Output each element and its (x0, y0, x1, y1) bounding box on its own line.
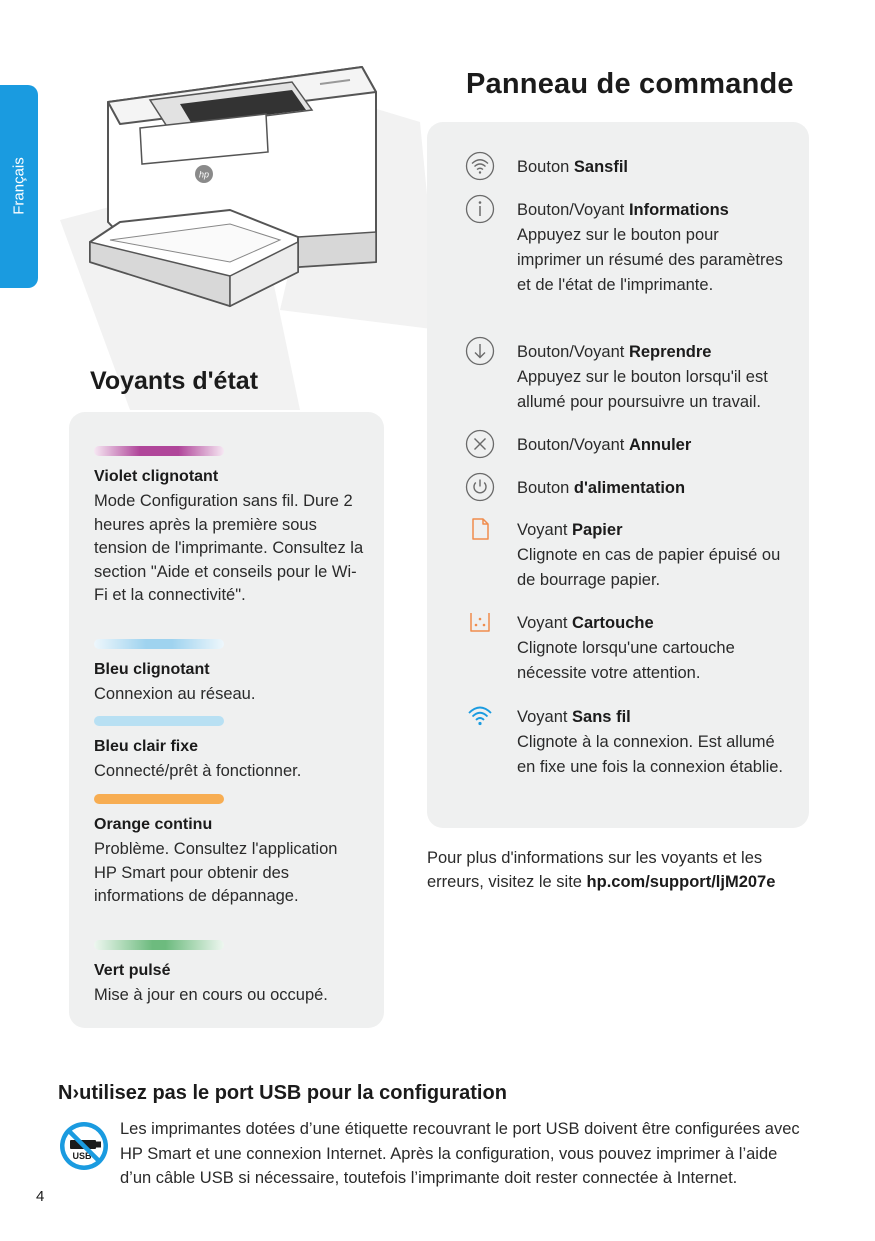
usb-warning-text: Les imprimantes dotées d’une étiquette recouvrant le port USB doivent être configurées avec HP Smart et une connexion Internet. Après la configuration, vous pouvez imprimer à l’aide d’un câble USB si nécessaire, toutefois l’imprimante doit rester connectée à Internet. (120, 1120, 800, 1187)
svg-text:hp: hp (198, 169, 210, 180)
control-item-desc: Appuyez sur le bouton lorsqu'il est allumé pour poursuivre un travail. (517, 368, 768, 411)
status-color-bar (94, 940, 224, 950)
control-item-name: Sansfil (573, 158, 628, 176)
status-lights-title: Voyants d'état (90, 367, 259, 395)
control-item-name: Reprendre (628, 343, 712, 361)
status-color-bar (94, 446, 224, 456)
no-usb-icon (58, 1120, 110, 1172)
status-item-green-pulsing: Vert pulsé Mise à jour en cours ou occupé. (94, 940, 364, 1008)
resume-icon (465, 336, 495, 366)
support-link[interactable]: hp.com/support/ljM207e (586, 873, 776, 891)
control-item-name: Informations (628, 201, 729, 219)
power-icon (465, 472, 495, 502)
control-item-name: Cartouche (572, 614, 654, 632)
usb-warning-title: N›utilisez pas le port USB pour la configuration (58, 1082, 507, 1104)
cancel-icon (465, 429, 495, 459)
control-item-name: Papier (572, 521, 623, 539)
control-item-desc: Appuyez sur le bouton pour imprimer un résumé des paramètres et de l'état de l'imprimante. (517, 226, 783, 294)
control-panel-title: Panneau de commande (466, 68, 794, 100)
status-color-bar (94, 716, 224, 726)
status-item-orange-solid: Orange continu Problème. Consultez l'application HP Smart pour obtenir des informations de dépannage. (94, 794, 364, 909)
control-item-name: Sans fil (572, 708, 631, 726)
page-number: 4 (36, 1188, 45, 1205)
status-item-light-blue-solid: Bleu clair fixe Connecté/prêt à fonctionner. (94, 716, 364, 784)
control-item-name: d'alimentation (573, 479, 686, 497)
status-color-bar (94, 639, 224, 649)
status-item-blue-blinking: Bleu clignotant Connexion au réseau. (94, 639, 364, 707)
paper-icon (465, 514, 495, 544)
control-item-name: Annuler (628, 436, 692, 454)
more-info-text: Pour plus d'informations sur les voyants et les erreurs, visitez le site hp.com/support/ljM207e (427, 849, 776, 891)
status-item-purple-blinking: Violet clignotant Mode Configuration sans fil. Dure 2 heures après la première sous tension de l'imprimante. Consultez la section "Aide et conseils pour le Wi-Fi et la connectivité". (94, 446, 364, 608)
control-item-desc: Clignote en cas de papier épuisé ou de bourrage papier. (517, 546, 781, 589)
svg-text:USB: USB (72, 1151, 92, 1161)
language-label: Français (10, 157, 28, 215)
printer-illustration (80, 62, 390, 312)
control-item-desc: Clignote à la connexion. Est allumé en fixe une fois la connexion établie. (517, 733, 784, 776)
info-icon (465, 194, 495, 224)
control-item-desc: Clignote lorsqu'une cartouche nécessite votre attention. (517, 639, 735, 682)
wifi-light-icon (465, 701, 495, 731)
status-color-bar (94, 794, 224, 804)
cartridge-icon (465, 607, 495, 637)
wifi-button-icon (465, 151, 495, 181)
